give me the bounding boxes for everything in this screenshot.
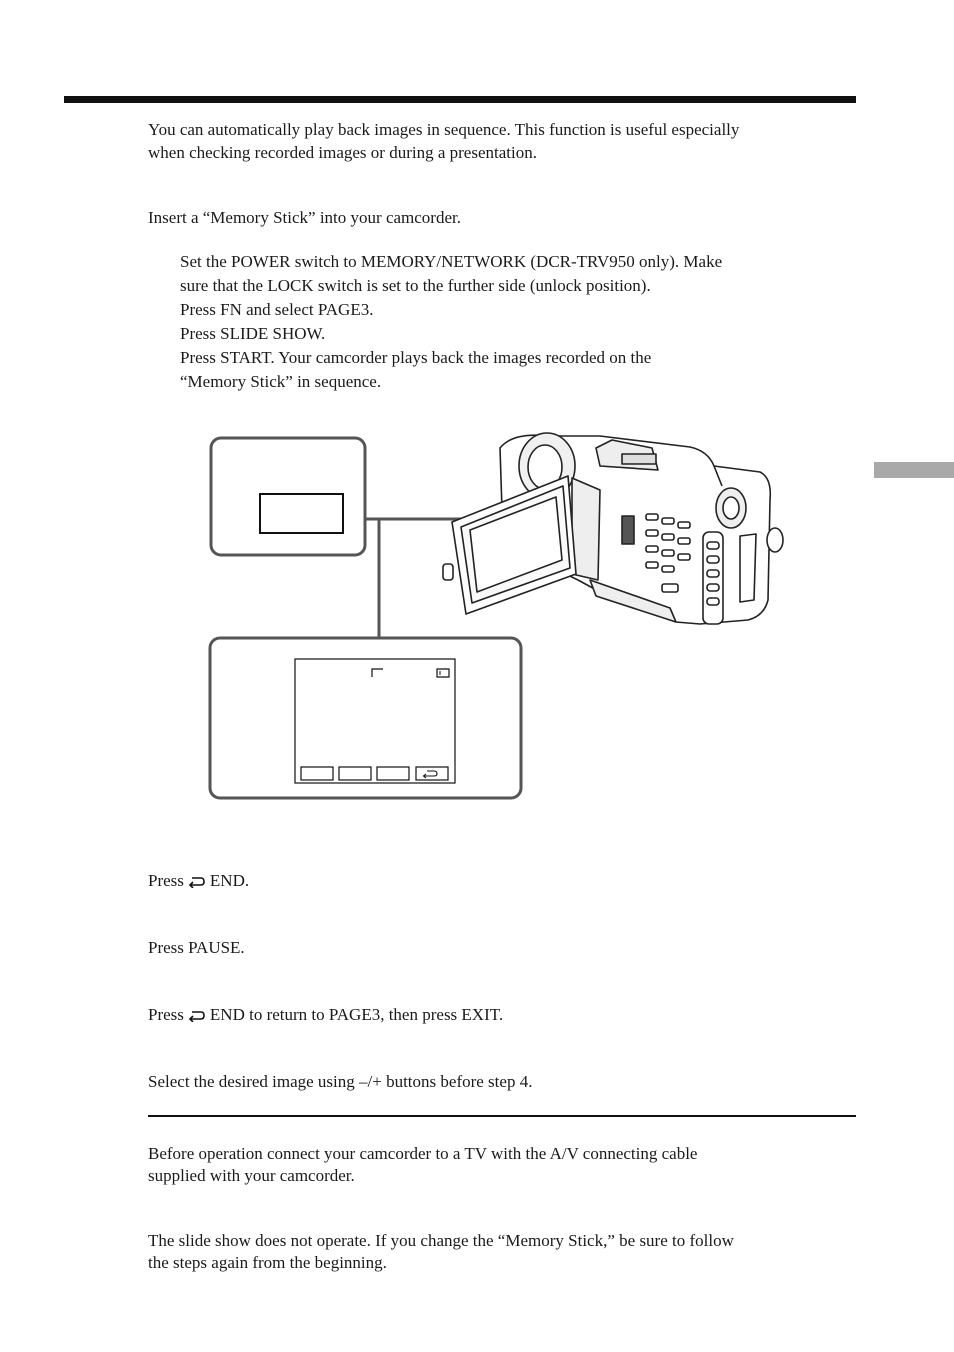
step-1-line-1: Set the POWER switch to MEMORY/NETWORK (DCR-TRV950 only). Make (180, 252, 723, 271)
pause-instruction: Press PAUSE. (148, 938, 245, 957)
screen-button-3[interactable] (377, 767, 409, 780)
return-arrow-icon (188, 1005, 206, 1028)
screen-end-button[interactable] (416, 767, 448, 780)
lcd-screen-display (295, 659, 455, 783)
step-4-line-1: Press START. Your camcorder plays back the images recorded on the (180, 348, 652, 367)
notes-rule (148, 1115, 856, 1117)
stick-note-line-1: The slide show does not operate. If you change the “Memory Stick,” be sure to follow (148, 1231, 734, 1250)
start-image-instruction: Select the desired image using –/+ buttons before step 4. (148, 1072, 533, 1091)
return-instruction (148, 1003, 503, 1028)
step-1-line-2: sure that the LOCK switch is set to the further side (unlock position). (180, 276, 651, 295)
tv-note-line-2: supplied with your camcorder. (148, 1166, 355, 1185)
tv-note-line-1: Before operation connect your camcorder to a TV with the A/V connecting cable (148, 1144, 698, 1163)
step-2: Press FN and select PAGE3. (180, 300, 374, 319)
screen-button-1[interactable] (301, 767, 333, 780)
step-4-line-2: “Memory Stick” in sequence. (180, 372, 382, 391)
stop-suffix: END. (209, 871, 250, 890)
callout-button-frame (260, 494, 343, 533)
intro-line-2: when checking recorded images or during a presentation. (148, 143, 537, 162)
stick-note-line-2: the steps again from the beginning. (148, 1253, 387, 1272)
insert-instruction: Insert a “Memory Stick” into your camcorder. (148, 208, 461, 227)
return-prefix: Press (148, 1005, 184, 1024)
return-suffix: END to return to PAGE3, then press EXIT. (209, 1005, 504, 1024)
step-3: Press SLIDE SHOW. (180, 324, 326, 343)
stop-instruction (148, 869, 249, 894)
stop-prefix: Press (148, 871, 184, 890)
return-arrow-icon (188, 871, 206, 894)
screen-button-2[interactable] (339, 767, 371, 780)
intro-line-1: You can automatically play back images in sequence. This function is useful especially (148, 120, 740, 139)
